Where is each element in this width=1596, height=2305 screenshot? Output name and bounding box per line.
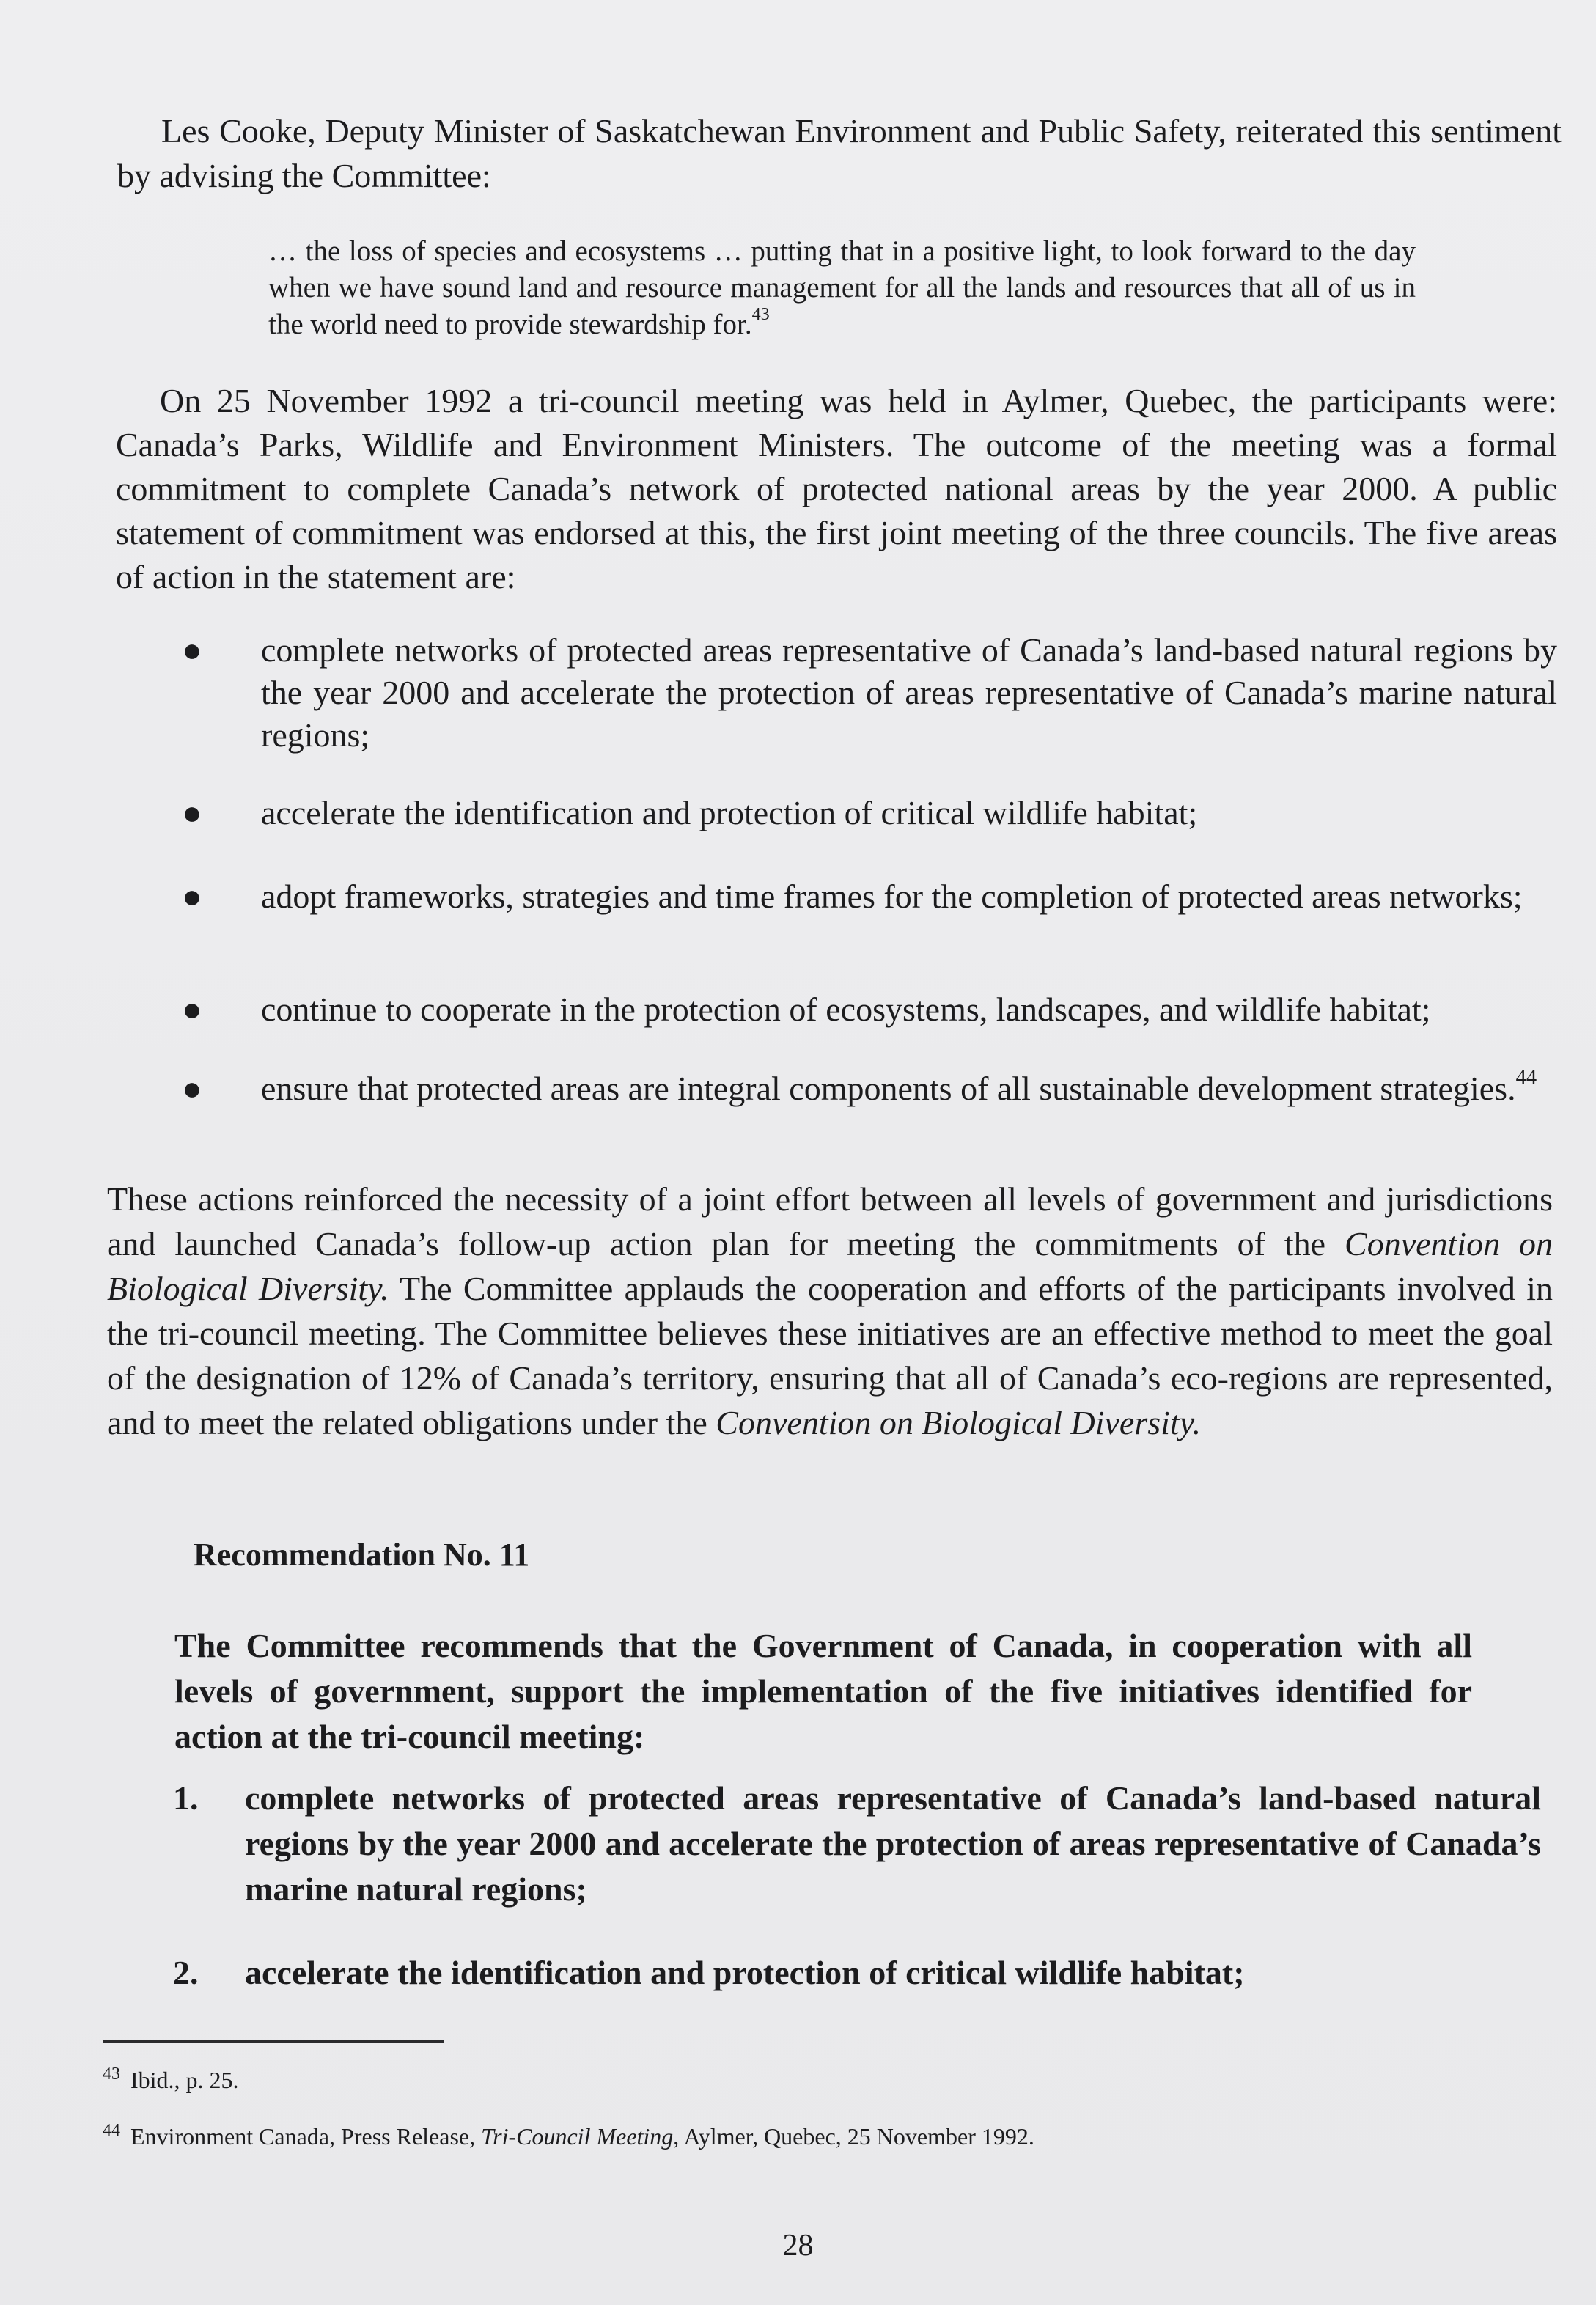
recommendation-item-number: 2. [173, 1954, 199, 1991]
bullet-item-text-body: ensure that protected areas are integral components of all sustainable development strategies. [261, 1070, 1516, 1107]
block-quote [268, 233, 1416, 343]
recommendation-item-text: accelerate the identification and protection of critical wildlife habitat; [245, 1954, 1245, 1991]
footnote-text-pre: Environment Canada, Press Release, [130, 2123, 482, 2150]
footnote-number: 43 [103, 2065, 120, 2084]
intro-paragraph-text: Les Cooke, Deputy Minister of Saskatchewan Environment and Public Safety, reiterated this sentiment by advising the Committee: [117, 112, 1562, 194]
recommendation-item [173, 1950, 1541, 1996]
meeting-paragraph [116, 379, 1557, 599]
meeting-paragraph-text: On 25 November 1992 a tri-council meeting was held in Aylmer, Quebec, the participants were: Canada’s Parks, Wildlife and Environment Ministers. The outcome of the meeting was a formal commitment to complete Canada’s network of protected national areas by the year 2000. A public statement of commitment was endorsed at this, the first joint meeting of the three councils. The five areas of action in the statement are: [116, 382, 1557, 595]
bullet-item-text: adopt frameworks, strategies and time frames for the completion of protected areas networks; [261, 878, 1523, 915]
bullet-dot-icon: ● [182, 1070, 202, 1107]
block-quote-text: … the loss of species and ecosystems … putting that in a positive light, to look forward to the day when we have sound land and resource management for all the lands and resources that all of us in the world need to provide stewardship for. [268, 235, 1416, 340]
bullet-item-text: accelerate the identification and protection of critical wildlife habitat; [261, 794, 1198, 831]
actions-paragraph [107, 1177, 1553, 1445]
footnote-ref-44: 44 [1515, 1065, 1537, 1089]
recommendation-text: The Committee recommends that the Government of Canada, in cooperation with all levels of government, support the implementation of the five initiatives identified for action at the tri-council meeting: [174, 1627, 1472, 1755]
footnote-text-post: , Aylmer, Quebec, 25 November 1992. [673, 2123, 1034, 2150]
bullet-dot-icon: ● [182, 878, 202, 915]
bullet-dot-icon: ● [182, 631, 202, 669]
footnote-text: Ibid., p. 25. [130, 2067, 239, 2093]
bullet-dot-icon: ● [182, 794, 202, 831]
actions-paragraph-italic1: Convention on Biological Diversity. [107, 1225, 1553, 1307]
bullet-item-text: continue to cooperate in the protection of ecosystems, landscapes, and wildlife habitat; [261, 990, 1431, 1028]
actions-paragraph-italic2: Convention on Biological Diversity. [716, 1404, 1202, 1441]
recommendation-heading: Recommendation No. 11 [194, 1537, 530, 1573]
bullet-item-text: complete networks of protected areas representative of Canada’s land-based natural regions by the year 2000 and accelerate the protection of areas representative of Canada’s marine natural regions; [261, 631, 1557, 754]
recommendation-item-text: complete networks of protected areas representative of Canada’s land-based natural regions by the year 2000 and accelerate the protection of areas representative of Canada’s marine natural regions; [245, 1779, 1541, 1908]
footnote [103, 2115, 1034, 2152]
bullet-dot-icon: ● [182, 990, 202, 1028]
footnote-text-italic: Tri-Council Meeting [481, 2123, 674, 2150]
footnote [103, 2059, 239, 2095]
intro-paragraph [117, 109, 1562, 198]
page-number: 28 [782, 2229, 814, 2262]
footnote-divider [103, 2040, 444, 2043]
footnote-ref-43: 43 [751, 304, 770, 325]
recommendation-item [173, 1776, 1541, 1912]
bullet-item-text [261, 1067, 1557, 1110]
footnote-number: 44 [103, 2121, 120, 2140]
actions-paragraph-part1: These actions reinforced the necessity of a joint effort between all levels of government and jurisdictions and launched Canada’s follow-up action plan for meeting the commitments of the [107, 1180, 1553, 1262]
recommendation-item-number: 1. [173, 1779, 199, 1817]
actions-paragraph-part2: The Committee applauds the cooperation and efforts of the participants involved in the tri-council meeting. The Committee believes these initiatives are an effective method to meet the goal of the designation of 12% of Canada’s territory, ensuring that all of Canada’s eco-regions are represented, and to meet the related obligations under the [107, 1270, 1553, 1441]
